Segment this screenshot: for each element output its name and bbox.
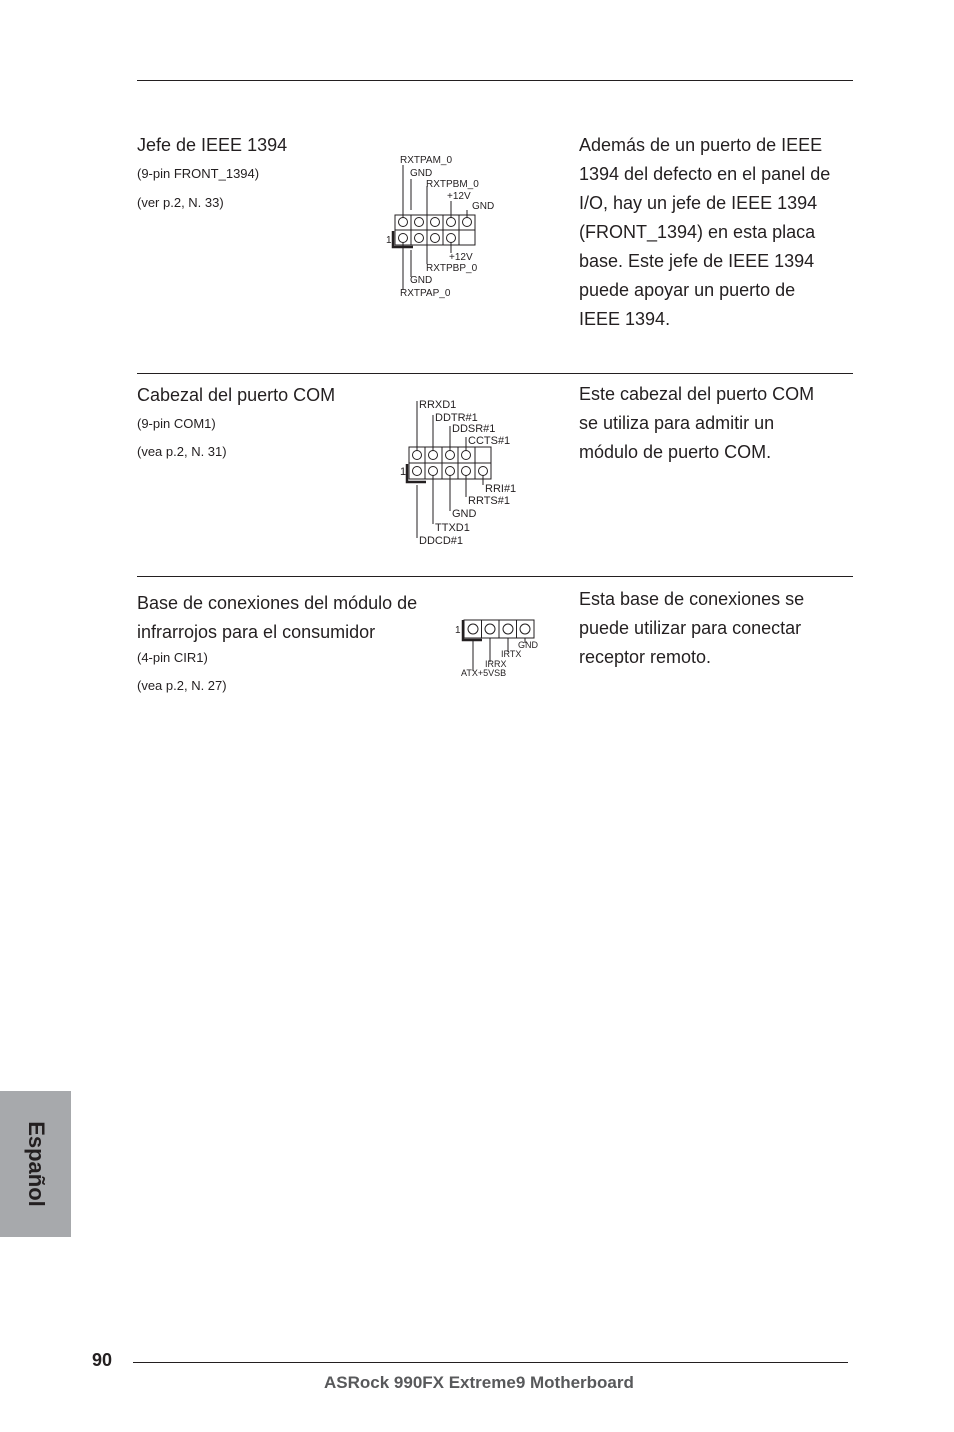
label-12v-bottom: +12V (449, 252, 473, 263)
pin-info: (9-pin COM1) (137, 416, 216, 431)
description-line: Este cabezal del puerto COM (579, 384, 815, 404)
page-ref: (vea p.2, N. 27) (137, 678, 227, 693)
description-line: puede utilizar para conectar (579, 618, 802, 638)
pin1-label: 1 (455, 625, 461, 636)
section-title (137, 589, 417, 647)
label-dsr1: DDSR#1 (452, 423, 496, 435)
section-title-line: infrarrojos para el consumidor (137, 622, 376, 642)
label-rxtpam0: RXTPAM_0 (400, 155, 453, 166)
description-line: Esta base de conexiones se (579, 589, 805, 609)
section-description (579, 380, 859, 467)
language-side-tab-label: Español (24, 1121, 49, 1207)
label-rxd1: RRXD1 (419, 399, 457, 411)
section-description (579, 585, 859, 672)
description-line: puede apoyar un puerto de (579, 280, 796, 300)
label-12v-top: +12V (447, 191, 471, 202)
label-gnd-bottom: GND (410, 275, 433, 286)
section-divider (137, 576, 853, 577)
description-line: base. Este jefe de IEEE 1394 (579, 251, 815, 271)
label-dcd1: DDCD#1 (419, 535, 464, 547)
label-rts1: RRTS#1 (468, 495, 510, 507)
label-gnd: GND (518, 640, 538, 650)
description-line: 1394 del defecto en el panel de (579, 164, 831, 184)
com-header-diagram (395, 393, 525, 548)
section-title: Cabezal del puerto COM (137, 385, 336, 405)
page-ref: (vea p.2, N. 31) (137, 444, 227, 459)
top-rule (137, 80, 853, 81)
footer-title: ASRock 990FX Extreme9 Motherboard (324, 1373, 634, 1392)
label-gnd: GND (452, 508, 477, 520)
ieee1394-header-diagram (380, 150, 520, 300)
label-gnd-top2: GND (472, 201, 495, 212)
label-rxtpbp0: RXTPBP_0 (426, 263, 478, 274)
page-number: 90 (92, 1350, 113, 1370)
pin-info: (4-pin CIR1) (137, 650, 208, 665)
label-rxtpbm0: RXTPBM_0 (426, 179, 479, 190)
pin1-marker (463, 620, 482, 640)
label-ri1: RRI#1 (485, 483, 517, 495)
pin1-label: 1 (386, 235, 392, 246)
label-rxtpap0: RXTPAP_0 (400, 288, 451, 299)
description-line: Además de un puerto de IEEE (579, 135, 823, 155)
pin-info: (9-pin FRONT_1394) (137, 166, 260, 181)
cir-header-diagram (452, 617, 552, 682)
description-line: I/O, hay un jefe de IEEE 1394 (579, 193, 818, 213)
description-line: receptor remoto. (579, 647, 712, 667)
section-title-line: Base de conexiones del módulo de (137, 593, 418, 613)
description-line: (FRONT_1394) en esta placa (579, 222, 816, 242)
description-line: IEEE 1394. (579, 309, 671, 329)
section-title: Jefe de IEEE 1394 (137, 135, 288, 155)
footer-rule (133, 1362, 848, 1363)
label-irrx: IRRX (485, 659, 507, 669)
label-cts1: CCTS#1 (468, 435, 511, 447)
description-line: se utiliza para admitir un (579, 413, 775, 433)
label-irtx: IRTX (501, 649, 522, 659)
language-side-tab (0, 1091, 71, 1237)
label-atx5vsb: ATX+5VSB (461, 668, 507, 678)
section-description (579, 131, 859, 334)
label-txd1: TTXD1 (435, 522, 470, 534)
section-divider (137, 373, 853, 374)
pin1-label: 1 (400, 466, 407, 478)
label-gnd-top1: GND (410, 168, 433, 179)
label-dtr1: DDTR#1 (435, 412, 478, 424)
description-line: módulo de puerto COM. (579, 442, 772, 462)
page-ref: (ver p.2, N. 33) (137, 195, 224, 210)
